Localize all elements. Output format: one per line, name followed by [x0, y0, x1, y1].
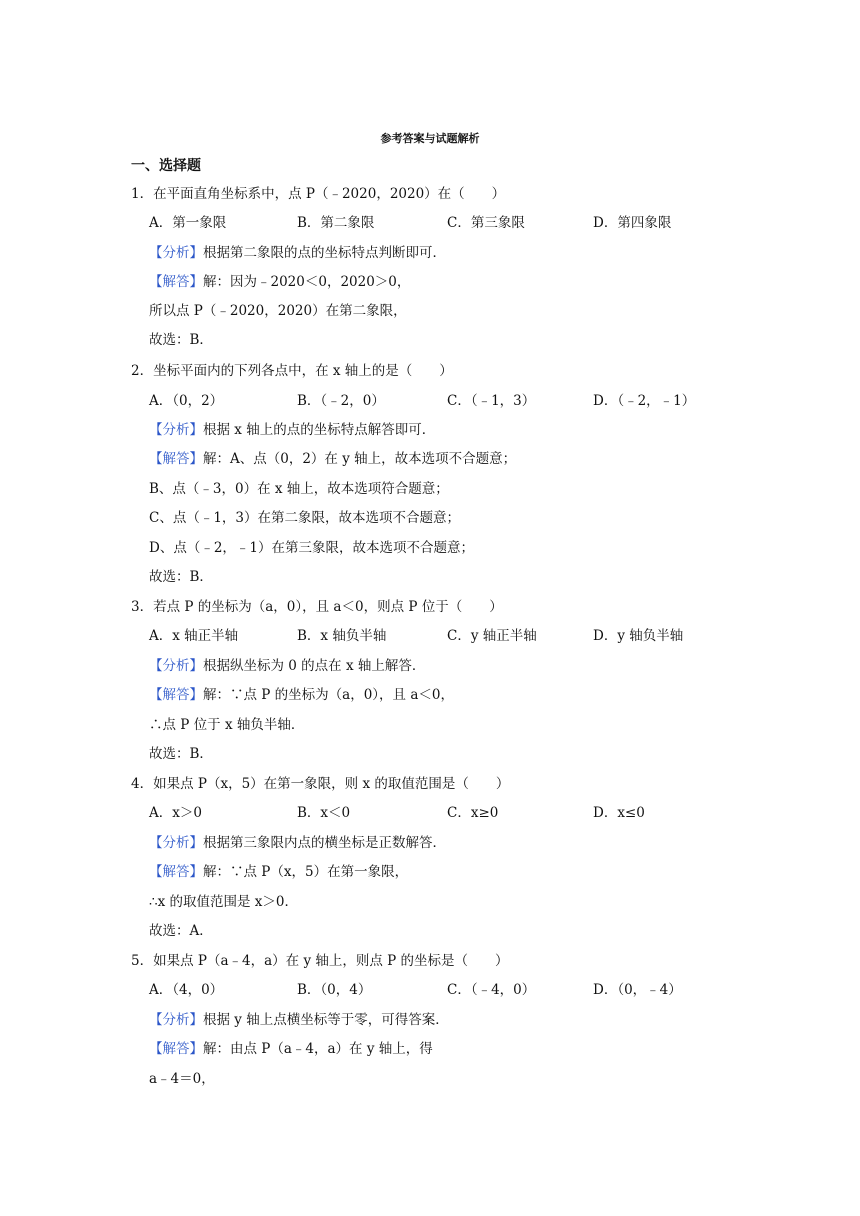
q2-answer	[149, 450, 516, 468]
question-2-stem: 2．坐标平面内的下列各点中，在 x 轴上的是（ ）	[131, 363, 453, 379]
q4-answer-line: 故选：A．	[149, 923, 213, 939]
q2-answer-line: D、点（﹣2，﹣1）在第三象限，故本选项不合题意；	[149, 540, 475, 556]
q1-option-b: B．第二象限	[297, 215, 375, 231]
q4-analysis-text: 根据第三象限内点的横坐标是正数解答．	[203, 835, 446, 851]
q1-analysis	[149, 244, 446, 262]
q5-answer	[149, 1040, 433, 1058]
q2-answer-line: B、点（﹣3，0）在 x 轴上，故本选项符合题意；	[149, 481, 449, 497]
q2-option-b: B．（﹣2，0）	[297, 393, 385, 409]
q4-option-c: C．x≥0	[447, 805, 499, 821]
q3-answer-line: 故选：B．	[149, 746, 213, 762]
question-1-stem: 1．在平面直角坐标系中，点 P（﹣2020，2020）在（ ）	[131, 186, 506, 202]
q3-option-c: C．y 轴正半轴	[447, 628, 537, 644]
q1-option-c: C．第三象限	[447, 215, 525, 231]
q1-answer-line: 故选：B．	[149, 332, 213, 348]
q1-option-d: D．第四象限	[593, 215, 672, 231]
q1-option-a: A．第一象限	[149, 215, 227, 231]
q5-option-c: C．（﹣4，0）	[447, 982, 536, 998]
q4-answer	[149, 863, 408, 881]
q3-analysis-text: 根据纵坐标为 0 的点在 x 轴上解答．	[203, 658, 426, 674]
q2-answer-text: 解：A、点（0，2）在 y 轴上，故本选项不合题意；	[203, 451, 517, 467]
q2-option-d: D．（﹣2，﹣1）	[593, 393, 696, 409]
q5-option-a: A．（4，0）	[149, 982, 224, 998]
q1-answer	[149, 273, 410, 291]
answer-tag: 【解答】	[149, 1041, 203, 1057]
q2-option-c: C．（﹣1，3）	[447, 393, 536, 409]
question-3-stem: 3．若点 P 的坐标为（a，0），且 a＜0，则点 P 位于（ ）	[131, 599, 503, 615]
question-5-stem: 5．如果点 P（a﹣4，a）在 y 轴上，则点 P 的坐标是（ ）	[131, 953, 509, 969]
analysis-tag: 【分析】	[149, 658, 203, 674]
q2-analysis-text: 根据 x 轴上的点的坐标特点解答即可．	[203, 422, 436, 438]
analysis-tag: 【分析】	[149, 422, 203, 438]
q2-analysis	[149, 421, 435, 439]
analysis-tag: 【分析】	[149, 1012, 203, 1028]
question-4-stem: 4．如果点 P（x，5）在第一象限，则 x 的取值范围是（ ）	[131, 776, 510, 792]
q2-answer-line: 故选：B．	[149, 569, 213, 585]
q2-option-a: A．（0，2）	[149, 393, 224, 409]
q5-answer-line: a﹣4＝0，	[149, 1071, 215, 1087]
q5-answer-text: 解：由点 P（a﹣4，a）在 y 轴上，得	[203, 1041, 433, 1057]
answer-tag: 【解答】	[149, 451, 203, 467]
analysis-tag: 【分析】	[149, 245, 203, 261]
q4-answer-line: ∴x 的取值范围是 x＞0．	[149, 894, 298, 910]
q4-answer-text: 解：∵点 P（x，5）在第一象限，	[203, 864, 409, 880]
answer-tag: 【解答】	[149, 274, 203, 290]
q1-analysis-text: 根据第二象限的点的坐标特点判断即可．	[203, 245, 446, 261]
q1-answer-line: 所以点 P（﹣2020，2020）在第二象限，	[149, 303, 407, 319]
q3-answer-line: ∴点 P 位于 x 轴负半轴．	[149, 717, 305, 733]
q4-option-b: B．x＜0	[297, 805, 351, 821]
q3-option-a: A．x 轴正半轴	[149, 628, 239, 644]
q4-option-d: D．x≤0	[593, 805, 645, 821]
q5-option-b: B．（0，4）	[297, 982, 372, 998]
q3-answer	[149, 686, 454, 704]
answer-tag: 【解答】	[149, 864, 203, 880]
q4-option-a: A．x＞0	[149, 805, 202, 821]
q3-option-d: D．y 轴负半轴	[593, 628, 684, 644]
q5-analysis-text: 根据 y 轴上点横坐标等于零，可得答案．	[203, 1012, 449, 1028]
q3-analysis	[149, 657, 425, 675]
q5-option-d: D．（0，﹣4）	[593, 982, 682, 998]
q2-answer-line: C、点（﹣1，3）在第二象限，故本选项不合题意；	[149, 510, 461, 526]
q4-analysis	[149, 834, 446, 852]
answer-tag: 【解答】	[149, 687, 203, 703]
q1-answer-text: 解：因为﹣2020＜0，2020＞0，	[203, 274, 411, 290]
section-heading: 一、选择题	[131, 158, 201, 174]
q5-analysis	[149, 1011, 449, 1029]
analysis-tag: 【分析】	[149, 835, 203, 851]
q3-option-b: B．x 轴负半轴	[297, 628, 387, 644]
q3-answer-text: 解：∵点 P 的坐标为（a，0），且 a＜0，	[203, 687, 454, 703]
page-title: 参考答案与试题解析	[380, 132, 480, 145]
